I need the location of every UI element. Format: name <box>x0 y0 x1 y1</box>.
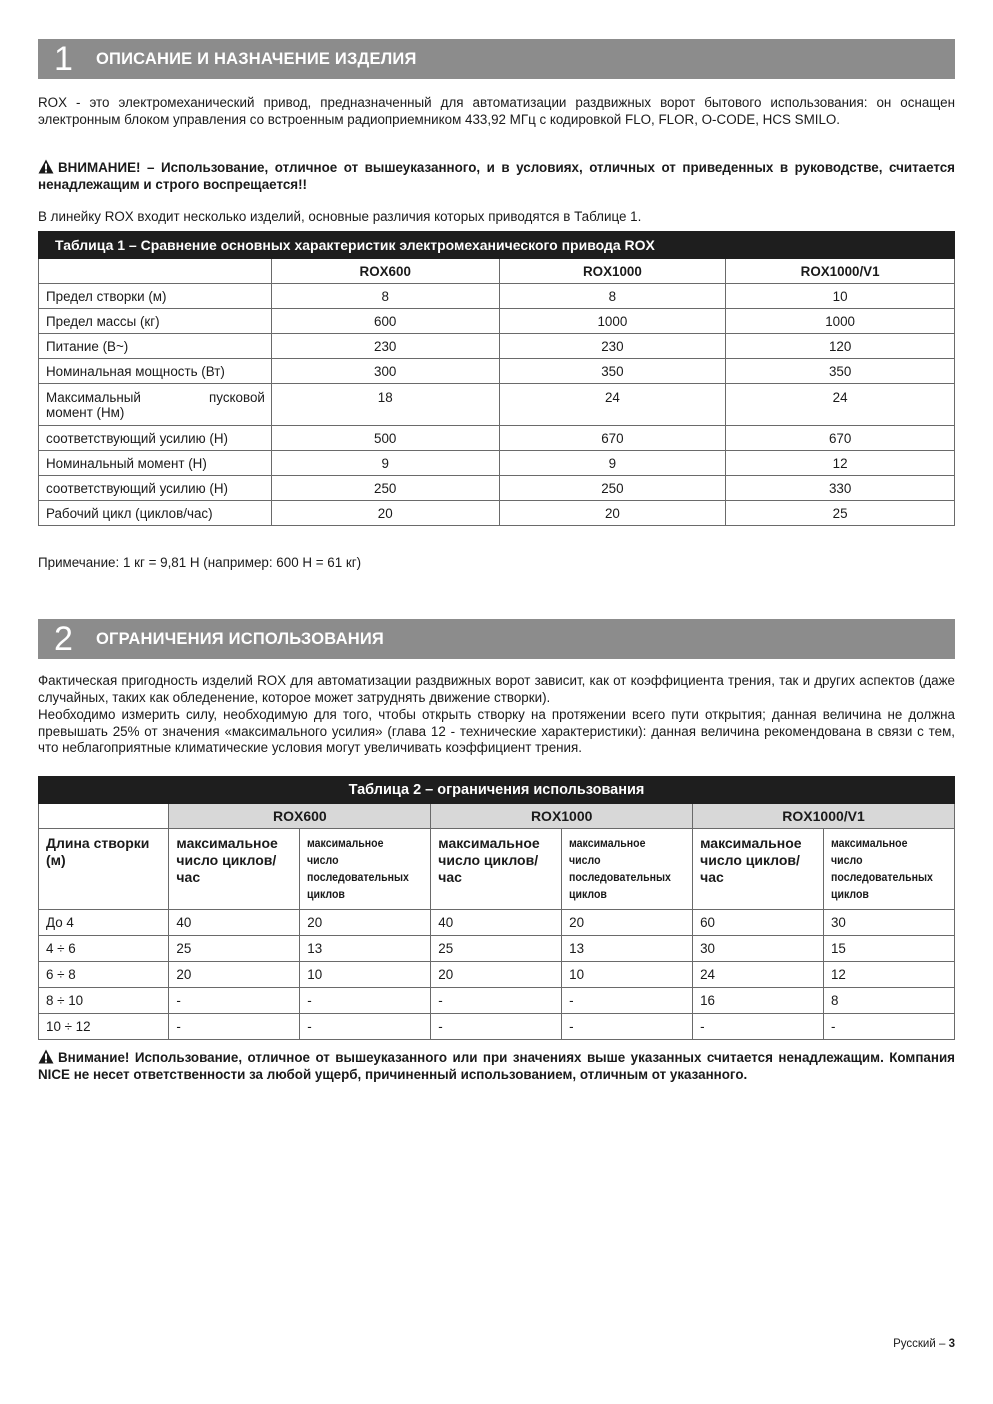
section-1-header <box>38 39 955 79</box>
length-column-header: Длина створки (м) <box>39 829 169 910</box>
section-2-number: 2 <box>54 620 73 658</box>
cell-value: - <box>693 1014 824 1040</box>
cell-value: 60 <box>693 910 824 936</box>
cell-value: - <box>431 988 562 1014</box>
warning-1 <box>38 159 955 193</box>
cell-value: - <box>300 1014 431 1040</box>
cell-value: - <box>431 1014 562 1040</box>
cell-value: - <box>300 988 431 1014</box>
table-1-model-header: ROX1000 <box>499 259 726 284</box>
page-number: 3 <box>948 1338 955 1350</box>
cell-value: 18 <box>271 384 499 426</box>
page-footer <box>893 1338 955 1350</box>
cell-value: 1000 <box>499 309 726 334</box>
cell-value: 600 <box>271 309 499 334</box>
cell-value: 20 <box>271 501 499 526</box>
cell-value: - <box>823 1014 954 1040</box>
table-1 <box>38 231 955 526</box>
cell-value: 670 <box>726 426 955 451</box>
limits-paragraph-1: Фактическая пригодность изделий ROX для автоматизации раздвижных ворот зависит, как от коэффициента трения, так и других аспектов (даже случайных, таких как обледенение, которое может затруднять движение створки). <box>38 673 955 705</box>
cell-value: 500 <box>271 426 499 451</box>
cell-value: 30 <box>693 936 824 962</box>
warning-2 <box>38 1049 955 1083</box>
max-cycles-per-hour-header: максимальное число циклов/час <box>431 829 562 910</box>
table-row <box>39 501 955 526</box>
cell-value: 8 <box>823 988 954 1014</box>
row-label-part: момент (Нм) <box>46 405 125 420</box>
row-label: соответствующий усилию (Н) <box>39 476 272 501</box>
table-2-model-header: ROX600 <box>169 804 431 829</box>
table-2 <box>38 776 955 1040</box>
cell-value: 230 <box>271 334 499 359</box>
cell-value: 25 <box>431 936 562 962</box>
cell-value: 25 <box>726 501 955 526</box>
cell-value: 40 <box>431 910 562 936</box>
section-1-number: 1 <box>54 40 73 78</box>
row-label <box>39 384 272 426</box>
cell-value: - <box>562 1014 693 1040</box>
table-row <box>39 936 955 962</box>
table-row <box>39 284 955 309</box>
warning-triangle-icon <box>38 1049 54 1064</box>
cell-value: 15 <box>823 936 954 962</box>
max-cycles-per-hour-header: максимальное число циклов/час <box>169 829 300 910</box>
cell-value: 20 <box>169 962 300 988</box>
table-row <box>39 334 955 359</box>
row-label: Рабочий цикл (циклов/час) <box>39 501 272 526</box>
cell-value: 10 <box>300 962 431 988</box>
warning-1-text: ВНИМАНИЕ! – Использование, отличное от вышеуказанного, и в условиях, отличных от приведенных в руководстве, считается ненадлежащим и строго воспрещается!! <box>38 160 955 192</box>
warning-triangle-icon <box>38 159 54 174</box>
section-1-title: ОПИСАНИЕ И НАЗНАЧЕНИЕ ИЗДЕЛИЯ <box>96 49 417 68</box>
row-label: Номинальная мощность (Вт) <box>39 359 272 384</box>
row-label: соответствующий усилию (Н) <box>39 426 272 451</box>
table-row <box>39 988 955 1014</box>
cell-value: 12 <box>726 451 955 476</box>
row-label-part: Максимальный <box>46 390 141 405</box>
row-label: 6 ÷ 8 <box>39 962 169 988</box>
row-label: До 4 <box>39 910 169 936</box>
cell-value: 13 <box>300 936 431 962</box>
limits-paragraph-2: Необходимо измерить силу, необходимую для того, чтобы открыть створку на протяжении всего пути открытия; данная величина не должна превышать 25% от значения «максимального усилия» (глава 12 - технические характеристики): данная величина рекомендована в связи с тем, что неблагоприятные климатические условия могут увеличивать коэффициент трения. <box>38 707 955 755</box>
cell-value: 670 <box>499 426 726 451</box>
cell-value: 9 <box>499 451 726 476</box>
table-2-corner <box>39 804 169 829</box>
cell-value: - <box>562 988 693 1014</box>
cell-value: 300 <box>271 359 499 384</box>
cell-value: 8 <box>271 284 499 309</box>
cell-value: 20 <box>300 910 431 936</box>
table-1-model-header: ROX600 <box>271 259 499 284</box>
cell-value: 30 <box>823 910 954 936</box>
cell-value: 13 <box>562 936 693 962</box>
section-2-title: ОГРАНИЧЕНИЯ ИСПОЛЬЗОВАНИЯ <box>96 629 384 648</box>
max-consecutive-cycles-header: максимальное число последовательных циклов <box>300 829 431 910</box>
footer-language: Русский <box>893 1338 936 1350</box>
max-cycles-per-hour-header: максимальное число циклов/час <box>693 829 824 910</box>
cell-value: - <box>169 988 300 1014</box>
table-row <box>39 451 955 476</box>
footer-separator: – <box>938 1338 946 1350</box>
row-label: 4 ÷ 6 <box>39 936 169 962</box>
row-label: Предел массы (кг) <box>39 309 272 334</box>
cell-value: 250 <box>499 476 726 501</box>
table-row <box>39 910 955 936</box>
row-label: Номинальный момент (Н) <box>39 451 272 476</box>
note-paragraph: Примечание: 1 кг = 9,81 Н (например: 600 Н = 61 кг) <box>38 555 362 570</box>
cell-value: 1000 <box>726 309 955 334</box>
row-label: Предел створки (м) <box>39 284 272 309</box>
cell-value: 25 <box>169 936 300 962</box>
table-row <box>39 384 955 426</box>
cell-value: 9 <box>271 451 499 476</box>
cell-value: 24 <box>693 962 824 988</box>
cell-value: 10 <box>726 284 955 309</box>
row-label: Питание (В~) <box>39 334 272 359</box>
cell-value: 24 <box>726 384 955 426</box>
table-row <box>39 359 955 384</box>
cell-value: 20 <box>562 910 693 936</box>
cell-value: 350 <box>499 359 726 384</box>
table-row <box>39 962 955 988</box>
table-1-caption: Таблица 1 – Сравнение основных характеристик электромеханического привода ROX <box>39 232 955 259</box>
table-2-model-header: ROX1000/V1 <box>693 804 955 829</box>
cell-value: 230 <box>499 334 726 359</box>
max-consecutive-cycles-header: максимальное число последовательных циклов <box>823 829 954 910</box>
table-1-corner <box>39 259 272 284</box>
cell-value: 250 <box>271 476 499 501</box>
warning-2-text: Внимание! Использование, отличное от вышеуказанного или при значениях выше указанных считается ненадлежащим. Компания NICE не несет ответственности за любой ущерб, причиненный использованием, отличным от указанного. <box>38 1050 955 1082</box>
table-row <box>39 309 955 334</box>
section-2-header <box>38 619 955 659</box>
cell-value: 24 <box>499 384 726 426</box>
cell-value: 8 <box>499 284 726 309</box>
cell-value: 16 <box>693 988 824 1014</box>
table-1-model-header: ROX1000/V1 <box>726 259 955 284</box>
cell-value: 10 <box>562 962 693 988</box>
table-row <box>39 476 955 501</box>
table-row <box>39 426 955 451</box>
row-label: 10 ÷ 12 <box>39 1014 169 1040</box>
cell-value: 20 <box>499 501 726 526</box>
cell-value: 12 <box>823 962 954 988</box>
table-2-model-header: ROX1000 <box>431 804 693 829</box>
cell-value: 120 <box>726 334 955 359</box>
cell-value: 20 <box>431 962 562 988</box>
cell-value: 40 <box>169 910 300 936</box>
cell-value: 330 <box>726 476 955 501</box>
intro-paragraph: ROX - это электромеханический привод, предназначенный для автоматизации раздвижных ворот бытового использования: он оснащен электронным блоком управления со встроенным радиоприемником 433,92 МГц с кодировкой FLO, FLOR, O-CODE, HCS SMILO. <box>38 95 955 127</box>
row-label-part: пусковой <box>209 390 265 405</box>
lineup-paragraph: В линейку ROX входит несколько изделий, основные различия которых приводятся в Таблице 1. <box>38 209 642 224</box>
table-2-caption: Таблица 2 – ограничения использования <box>39 777 955 804</box>
max-consecutive-cycles-header: максимальное число последовательных циклов <box>562 829 693 910</box>
cell-value: - <box>169 1014 300 1040</box>
row-label: 8 ÷ 10 <box>39 988 169 1014</box>
table-row <box>39 1014 955 1040</box>
cell-value: 350 <box>726 359 955 384</box>
